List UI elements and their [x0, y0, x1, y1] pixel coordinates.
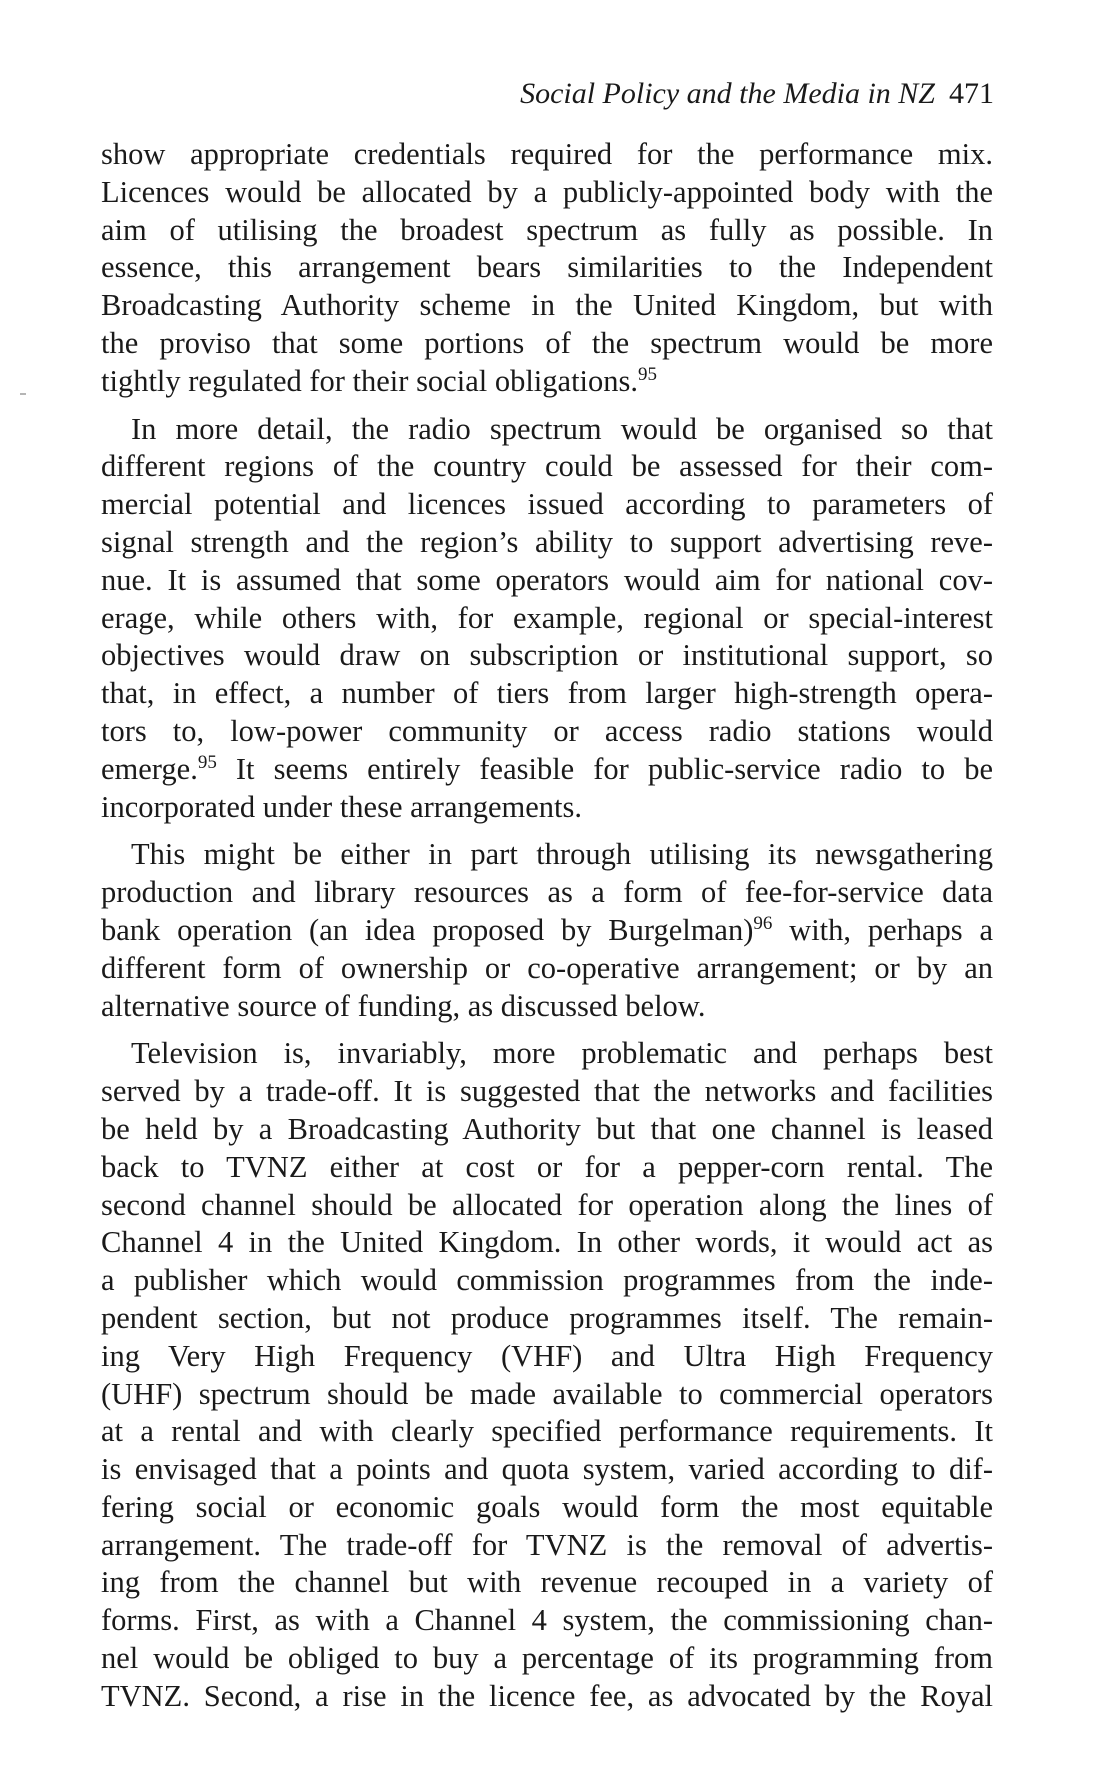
text-line: the proviso that some portions of the spectrum would be more: [101, 325, 993, 360]
text-segment: tightly regulated for their social obligations.: [101, 363, 639, 398]
running-head-title: Social Policy and the Media in NZ: [520, 77, 935, 110]
text-line: [101, 363, 993, 401]
text-line: erage, while others with, for example, regional or special-interest: [101, 600, 993, 635]
paragraph-3: [101, 836, 993, 1025]
text-line: different form of ownership or co-operative arrangement; or by an: [101, 950, 993, 985]
running-head: [100, 74, 994, 114]
text-line: be held by a Broadcasting Authority but that one channel is leased: [101, 1111, 993, 1146]
text-segment: emerge.: [101, 751, 198, 786]
text-line: alternative source of funding, as discussed below.: [101, 988, 706, 1023]
text-line: [101, 912, 993, 950]
footnote-marker: 95: [197, 751, 217, 773]
text-line: served by a trade-off. It is suggested that the networks and facilities: [101, 1074, 993, 1109]
text-line: Channel 4 in the United Kingdom. In other words, it would act as: [101, 1225, 993, 1260]
text-line: different regions of the country could be assessed for their com-: [101, 449, 993, 484]
text-line: Broadcasting Authority scheme in the United Kingdom, but with: [101, 288, 993, 323]
text-line: back to TVNZ either at cost or for a pepper-corn rental. The: [101, 1149, 993, 1184]
text-line: is envisaged that a points and quota system, varied according to dif-: [101, 1452, 993, 1487]
paragraph-gap: [101, 401, 993, 411]
text-line: that, in effect, a number of tiers from larger high-strength opera-: [101, 676, 993, 711]
text-segment: It seems entirely feasible for public-service radio to be: [216, 751, 993, 786]
text-line: essence, this arrangement bears similarities to the Independent: [101, 250, 993, 285]
paragraph-1: [101, 136, 993, 401]
paragraph-4: [101, 1035, 993, 1715]
text-line: [101, 751, 993, 789]
text-line: ing from the channel but with revenue recouped in a variety of: [101, 1565, 993, 1600]
text-line: tors to, low-power community or access radio stations would: [101, 713, 993, 748]
text-line: signal strength and the region’s ability to support advertising reve-: [101, 524, 993, 559]
footnote-marker: 95: [638, 363, 658, 385]
text-line: forms. First, as with a Channel 4 system, the commissioning chan-: [101, 1603, 993, 1638]
text-line: at a rental and with clearly specified performance requirements. It: [101, 1414, 993, 1449]
text-line: TVNZ. Second, a rise in the licence fee, as advocated by the Royal: [101, 1678, 993, 1713]
text-line: a publisher which would commission programmes from the inde-: [101, 1263, 993, 1298]
text-line: second channel should be allocated for operation along the lines of: [101, 1187, 993, 1222]
text-line: Licences would be allocated by a publicly-appointed body with the: [101, 174, 993, 209]
text-line: This might be either in part through utilising its newsgathering: [131, 837, 993, 872]
text-line: pendent section, but not produce programmes itself. The remain-: [101, 1300, 993, 1335]
text-line: In more detail, the radio spectrum would be organised so that: [131, 411, 993, 446]
text-line: aim of utilising the broadest spectrum as fully as possible. In: [101, 212, 993, 247]
paragraph-2: [101, 411, 993, 827]
text-line: arrangement. The trade-off for TVNZ is the removal of advertis-: [101, 1527, 993, 1562]
text-line: incorporated under these arrangements.: [101, 789, 583, 824]
text-line: ing Very High Frequency (VHF) and Ultra High Frequency: [101, 1338, 993, 1373]
text-line: fering social or economic goals would form the most equitable: [101, 1489, 993, 1524]
body-text: [101, 136, 993, 1716]
footnote-marker: 96: [753, 912, 773, 934]
paragraph-gap: [101, 1025, 993, 1035]
margin-mark: [20, 393, 26, 395]
paragraph-gap: [101, 826, 993, 836]
text-line: mercial potential and licences issued according to parameters of: [101, 487, 993, 522]
text-line: objectives would draw on subscription or institutional support, so: [101, 638, 993, 673]
text-line: nel would be obliged to buy a percentage of its programming from: [101, 1641, 993, 1676]
text-line: (UHF) spectrum should be made available to commercial operators: [101, 1376, 993, 1411]
text-line: production and library resources as a form of fee-for-service data: [101, 875, 993, 910]
page-number: 471: [949, 77, 994, 110]
text-line: Television is, invariably, more problematic and perhaps best: [131, 1036, 993, 1071]
text-line: nue. It is assumed that some operators would aim for national cov-: [101, 562, 993, 597]
text-segment: with, perhaps a: [772, 912, 993, 947]
text-line: show appropriate credentials required for the performance mix.: [101, 137, 993, 171]
text-segment: bank operation (an idea proposed by Burgelman): [101, 912, 754, 947]
